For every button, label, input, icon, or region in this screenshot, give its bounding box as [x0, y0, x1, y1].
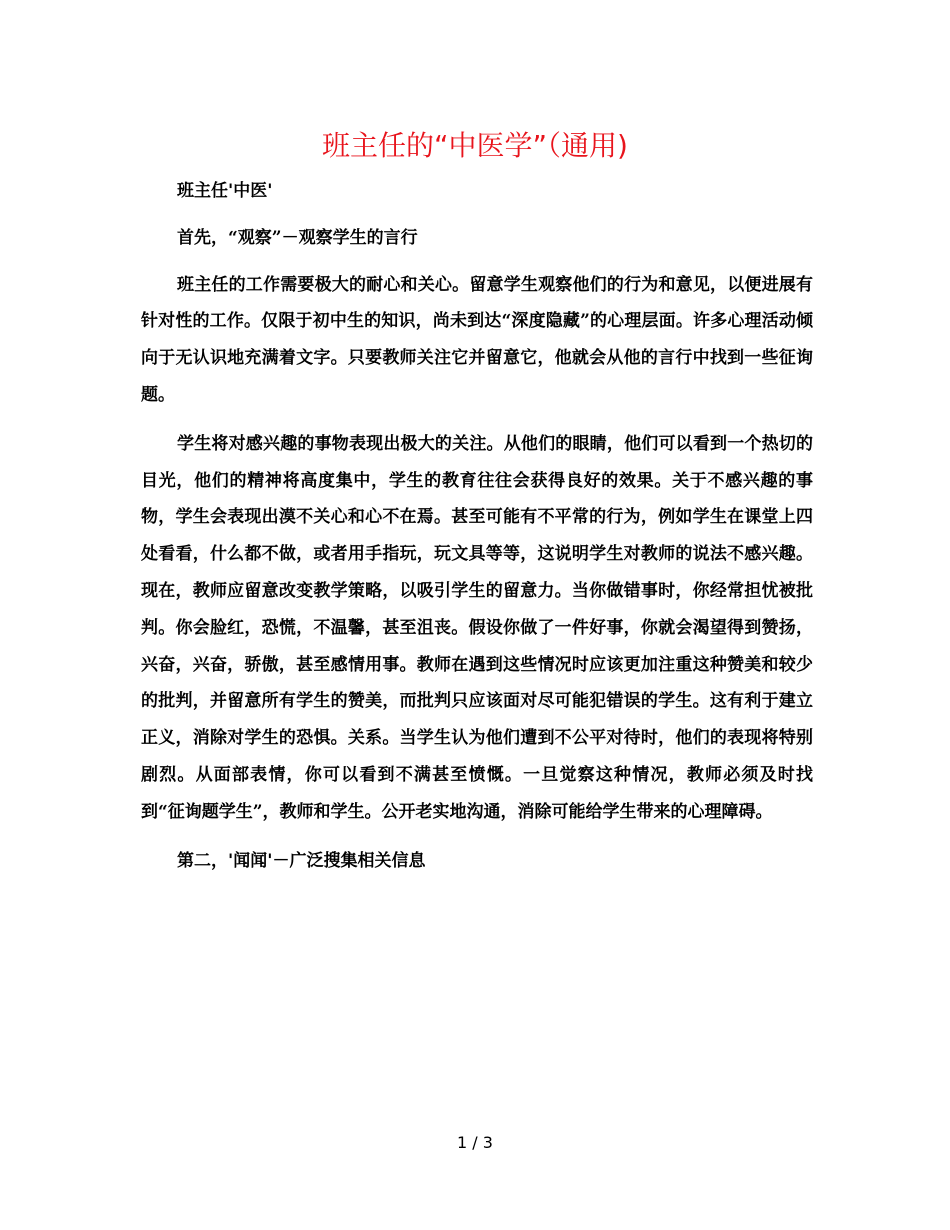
document-title: 班主任的“中医学”（通用) [322, 129, 628, 162]
paragraph-section-heading-2: 第二，'闻闻'－广泛搜集相关信息 [177, 850, 426, 871]
paragraph-body-2: 学生将对感兴趣的事物表现出极大的关注。从他们的眼睛，他们可以看到一个热切的目光，他们的精神将高度集中，学生的教育往往会获得良好的效果。关于不感兴趣的事物，学生会表现出漠不关心和心不在焉。甚至可能有不平常的行为，例如学生在课堂上四处看看，什么都不做，或者用手指玩，玩文具等等，这说明学生对教师的说法不感兴趣。现在，教师应留意改变教学策略，以吸引学生的留意力。当你做错事时，你经常担忧被批判。你会脸红，恐慌，不温馨，甚至沮丧。假设你做了一件好事，你就会渴望得到赞扬，兴奋，兴奋，骄傲，甚至感情用事。教师在遇到这些情况时应该更加注重这种赞美和较少的批判，并留意所有学生的赞美，而批判只应该面对尽可能犯错误的学生。这有利于建立正义，消除对学生的恐惧。关系。当学生认为他们遭到不公平对待时，他们的表现将特别剧烈。从面部表情，你可以看到不满甚至愤慨。一旦觉察这种情况，教师必须及时找到“征询题学生”，教师和学生。公开老实地沟通，消除可能给学生带来的心理障碍。 [141, 433, 813, 822]
paragraph-subtitle: 班主任'中医' [177, 181, 273, 201]
document-body [141, 173, 813, 889]
paragraph-section-heading-1: 首先，“观察”－观察学生的言行 [177, 227, 418, 248]
page-number: 1 / 3 [457, 1133, 493, 1152]
paragraph-body-1: 班主任的工作需要极大的耐心和关心。留意学生观察他们的行为和意见，以便进展有针对性的工作。仅限于初中生的知识，尚未到达“深度隐藏”的心理层面。许多心理活动倾向于无认识地充满着文字。只要教师关注它并留意它，他就会从他的言行中找到一些征询题。 [141, 274, 813, 405]
